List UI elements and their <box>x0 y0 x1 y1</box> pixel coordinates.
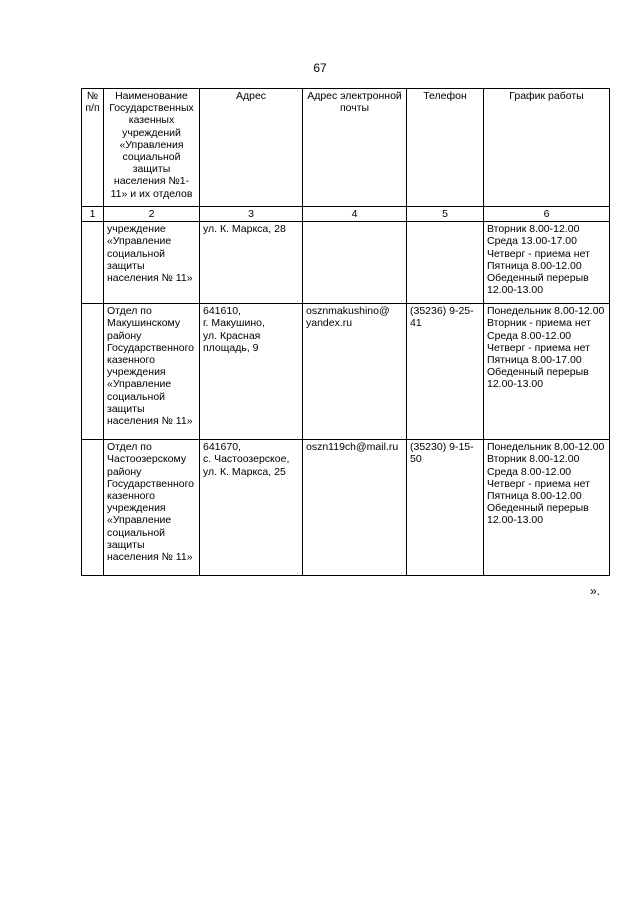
header-num: № п/п <box>82 89 104 207</box>
cell-address: 641610, г. Макушино, ул. Красная площадь, 9 <box>200 304 303 440</box>
header-schedule: График работы <box>484 89 610 207</box>
header-email: Адрес электронной почты <box>303 89 407 207</box>
header-row <box>82 89 610 207</box>
cell-name: учреждение «Управление социальной защиты населения № 11» <box>104 222 200 304</box>
column-number: 4 <box>303 207 407 222</box>
column-number: 5 <box>407 207 484 222</box>
header-address: Адрес <box>200 89 303 207</box>
cell-email <box>303 222 407 304</box>
cell-schedule: Понедельник 8.00-12.00 Вторник - приема нет Среда 8.00-12.00 Четверг - приема нет Пятница 8.00-17.00 Обеденный перерыв 12.00-13.00 <box>484 304 610 440</box>
column-number: 6 <box>484 207 610 222</box>
closing-quote-mark: ». <box>590 584 601 598</box>
column-number: 1 <box>82 207 104 222</box>
cell-name: Отдел по Частоозерскому району Государственного казенного учреждения «Управление социальной защиты населения № 11» <box>104 440 200 576</box>
header-phone: Телефон <box>407 89 484 207</box>
cell-address: 641670, с. Частоозерское, ул. К. Маркса, 25 <box>200 440 303 576</box>
cell-phone: (35230) 9-15-50 <box>407 440 484 576</box>
page-number: 67 <box>313 61 327 75</box>
cell-email: oszn119ch@mail.ru <box>303 440 407 576</box>
cell-num <box>82 304 104 440</box>
cell-phone <box>407 222 484 304</box>
offices-table <box>81 88 610 576</box>
table-row <box>82 222 610 304</box>
header-name: Наименование Государственных казенных учреждений «Управления социальной защиты населения №1-11» и их отделов <box>104 89 200 207</box>
cell-num <box>82 440 104 576</box>
table-row <box>82 304 610 440</box>
cell-name: Отдел по Макушинскому району Государственного казенного учреждения «Управление социальной защиты населения № 11» <box>104 304 200 440</box>
column-number: 2 <box>104 207 200 222</box>
column-number-row <box>82 207 610 222</box>
table-row <box>82 440 610 576</box>
cell-num <box>82 222 104 304</box>
column-number: 3 <box>200 207 303 222</box>
cell-address: ул. К. Маркса, 28 <box>200 222 303 304</box>
cell-schedule: Понедельник 8.00-12.00 Вторник 8.00-12.00 Среда 8.00-12.00 Четверг - приема нет Пятница 8.00-12.00 Обеденный перерыв 12.00-13.00 <box>484 440 610 576</box>
cell-phone: (35236) 9-25-41 <box>407 304 484 440</box>
cell-schedule: Вторник 8.00-12.00 Среда 13.00-17.00 Четверг - приема нет Пятница 8.00-12.00 Обеденный перерыв 12.00-13.00 <box>484 222 610 304</box>
cell-email: osznmakushino@ yandex.ru <box>303 304 407 440</box>
